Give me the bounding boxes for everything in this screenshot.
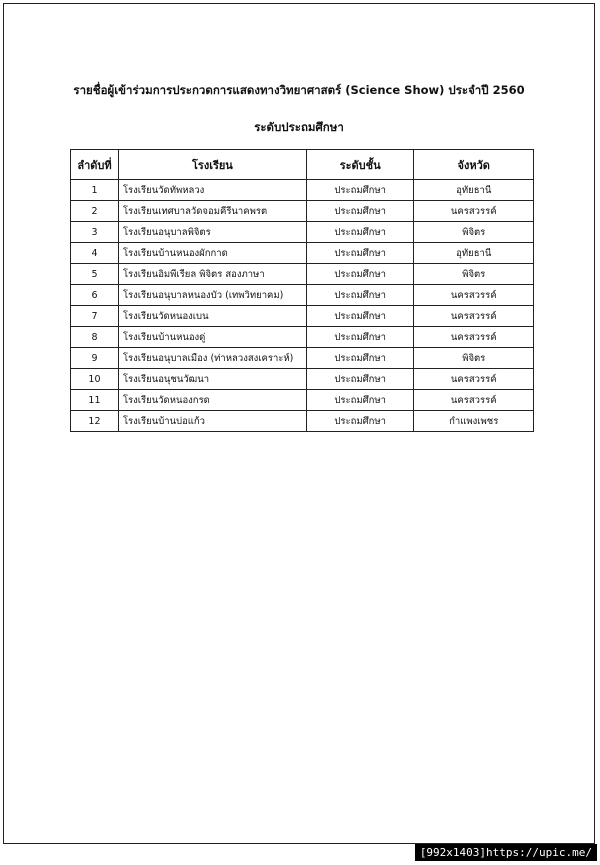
row-number: 8 (71, 327, 119, 348)
row-number: 10 (71, 369, 119, 390)
row-level: ประถมศึกษา (306, 348, 414, 369)
table-header-row (71, 150, 534, 180)
table-row (71, 390, 534, 411)
row-school: โรงเรียนอนุบาลเมือง (ท่าหลวงสงเคราะห์) (118, 348, 306, 369)
row-province: นครสวรรค์ (414, 201, 534, 222)
document-page (3, 3, 595, 844)
row-number: 7 (71, 306, 119, 327)
row-province: พิจิตร (414, 348, 534, 369)
row-level: ประถมศึกษา (306, 390, 414, 411)
header-number: ลำดับที่ (71, 150, 119, 180)
table-row (71, 264, 534, 285)
row-province: นครสวรรค์ (414, 369, 534, 390)
header-school: โรงเรียน (118, 150, 306, 180)
row-province: นครสวรรค์ (414, 285, 534, 306)
row-level: ประถมศึกษา (306, 327, 414, 348)
row-level: ประถมศึกษา (306, 222, 414, 243)
row-school: โรงเรียนวัดหนองกรด (118, 390, 306, 411)
table-row (71, 201, 534, 222)
row-number: 4 (71, 243, 119, 264)
row-school: โรงเรียนบ้านหนองดู่ (118, 327, 306, 348)
row-number: 9 (71, 348, 119, 369)
table-row (71, 222, 534, 243)
row-province: อุทัยธานี (414, 243, 534, 264)
row-number: 5 (71, 264, 119, 285)
table-row (71, 369, 534, 390)
row-number: 1 (71, 180, 119, 201)
row-school: โรงเรียนอิมพีเรียล พิจิตร สองภาษา (118, 264, 306, 285)
participants-table (70, 149, 534, 432)
header-province: จังหวัด (414, 150, 534, 180)
row-school: โรงเรียนเทศบาลวัดจอมคีรีนาคพรต (118, 201, 306, 222)
row-province: นครสวรรค์ (414, 306, 534, 327)
row-number: 12 (71, 411, 119, 432)
row-level: ประถมศึกษา (306, 201, 414, 222)
row-province: กำแพงเพชร (414, 411, 534, 432)
row-school: โรงเรียนวัดหนองเบน (118, 306, 306, 327)
header-level: ระดับชั้น (306, 150, 414, 180)
table-row (71, 348, 534, 369)
document-title: รายชื่อผู้เข้าร่วมการประกวดการแสดงทางวิทยาศาสตร์ (Science Show) ประจำปี 2560 (73, 83, 525, 97)
row-number: 6 (71, 285, 119, 306)
row-province: นครสวรรค์ (414, 390, 534, 411)
row-level: ประถมศึกษา (306, 264, 414, 285)
table-row (71, 306, 534, 327)
image-host-label: [992x1403]https://upic.me/ (415, 844, 597, 861)
row-number: 11 (71, 390, 119, 411)
row-school: โรงเรียนวัดทัพหลวง (118, 180, 306, 201)
table-row (71, 327, 534, 348)
table-row (71, 411, 534, 432)
row-province: อุทัยธานี (414, 180, 534, 201)
table-row (71, 285, 534, 306)
row-school: โรงเรียนอนุบาลหนองบัว (เทพวิทยาคม) (118, 285, 306, 306)
row-level: ประถมศึกษา (306, 306, 414, 327)
row-level: ประถมศึกษา (306, 411, 414, 432)
table-row (71, 180, 534, 201)
row-level: ประถมศึกษา (306, 243, 414, 264)
row-level: ประถมศึกษา (306, 369, 414, 390)
row-level: ประถมศึกษา (306, 180, 414, 201)
row-school: โรงเรียนบ้านหนองผักกาด (118, 243, 306, 264)
row-number: 3 (71, 222, 119, 243)
row-province: พิจิตร (414, 222, 534, 243)
row-school: โรงเรียนอนุชนวัฒนา (118, 369, 306, 390)
document-subtitle: ระดับประถมศึกษา (254, 120, 344, 134)
row-school: โรงเรียนอนุบาลพิจิตร (118, 222, 306, 243)
row-number: 2 (71, 201, 119, 222)
row-school: โรงเรียนบ้านบ่อแก้ว (118, 411, 306, 432)
table-row (71, 243, 534, 264)
row-level: ประถมศึกษา (306, 285, 414, 306)
row-province: นครสวรรค์ (414, 327, 534, 348)
row-province: พิจิตร (414, 264, 534, 285)
